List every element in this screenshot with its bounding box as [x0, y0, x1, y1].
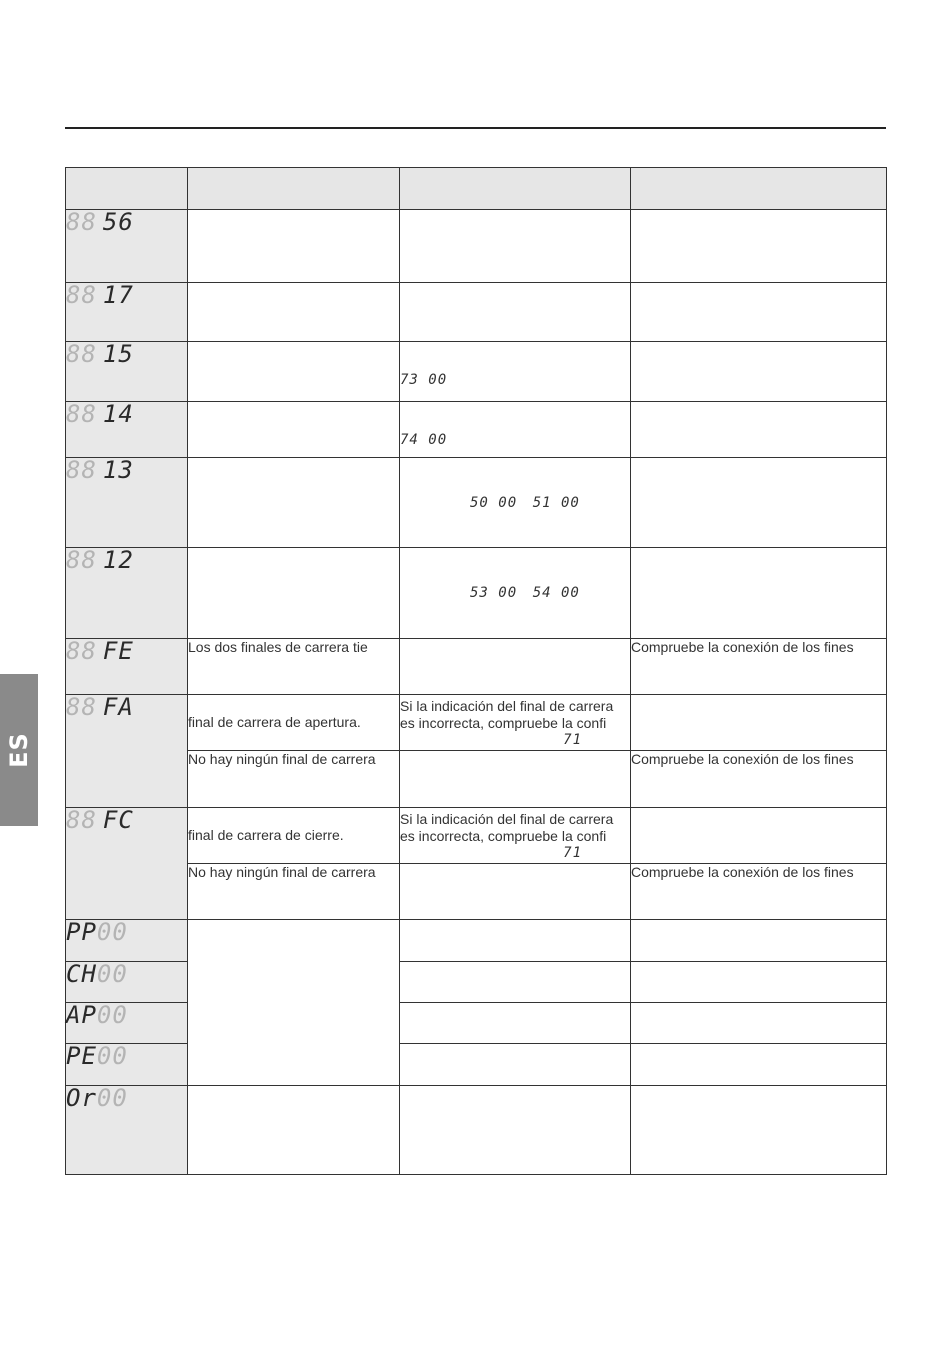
display-code: 88 56	[66, 210, 188, 283]
display-code: 88 FC	[66, 808, 188, 920]
display-code: 88 17	[66, 283, 188, 342]
display-code: 88 14	[66, 402, 188, 458]
cause-text: final de carrera de cierre.	[188, 808, 400, 864]
parameter-display: 53 00	[470, 585, 518, 601]
table-row	[66, 639, 887, 695]
table-row	[66, 864, 887, 920]
cause-text: No hay ningún final de carrera	[188, 751, 400, 808]
display-code: AP00	[66, 1003, 188, 1044]
action-text: Si la indicación del final de carrera es incorrecta, compruebe la confi	[400, 811, 614, 844]
display-code: PP00	[66, 920, 188, 962]
header-cell-action	[400, 168, 631, 210]
table-row	[66, 1086, 887, 1175]
parameter-display: 71	[563, 845, 582, 861]
table-row	[66, 283, 887, 342]
table-row	[66, 808, 887, 864]
parameter-display: 71	[563, 732, 582, 748]
table-row	[66, 210, 887, 283]
table-row	[66, 458, 887, 548]
solution-text: Compruebe la conexión de los fines	[631, 639, 887, 695]
table-row	[66, 920, 887, 962]
parameter-display: 50 00	[470, 495, 518, 511]
cause-text: final de carrera de apertura.	[188, 695, 400, 751]
error-codes-table	[65, 167, 887, 1175]
display-code: CH00	[66, 962, 188, 1003]
display-code: 88 12	[66, 548, 188, 639]
display-code: 88 FE	[66, 639, 188, 695]
display-code: 88 15	[66, 342, 188, 402]
display-code: PE00	[66, 1044, 188, 1086]
language-tab-label: ES	[5, 732, 33, 768]
header-rule	[65, 127, 886, 129]
parameter-display: 54 00	[532, 585, 580, 601]
parameter-display: 51 00	[532, 495, 580, 511]
table-row	[66, 342, 887, 402]
solution-text: Compruebe la conexión de los fines	[631, 864, 887, 920]
parameter-display: 74 00	[400, 432, 448, 448]
action-text: Si la indicación del final de carrera es incorrecta, compruebe la confi	[400, 698, 614, 731]
header-cell-cause	[188, 168, 400, 210]
table-row	[66, 402, 887, 458]
header-cell-display	[66, 168, 188, 210]
table-row	[66, 751, 887, 808]
display-code: Or00	[66, 1086, 188, 1175]
parameter-display: 73 00	[400, 372, 448, 388]
header-cell-solution	[631, 168, 887, 210]
display-code: 88 13	[66, 458, 188, 548]
table-row	[66, 695, 887, 751]
table-row	[66, 548, 887, 639]
cause-text: No hay ningún final de carrera	[188, 864, 400, 920]
display-code: 88 FA	[66, 695, 188, 808]
cause-text: Los dos finales de carrera tie	[188, 639, 400, 695]
language-tab	[0, 674, 38, 826]
solution-text: Compruebe la conexión de los fines	[631, 751, 887, 808]
table-header-row	[66, 168, 887, 210]
